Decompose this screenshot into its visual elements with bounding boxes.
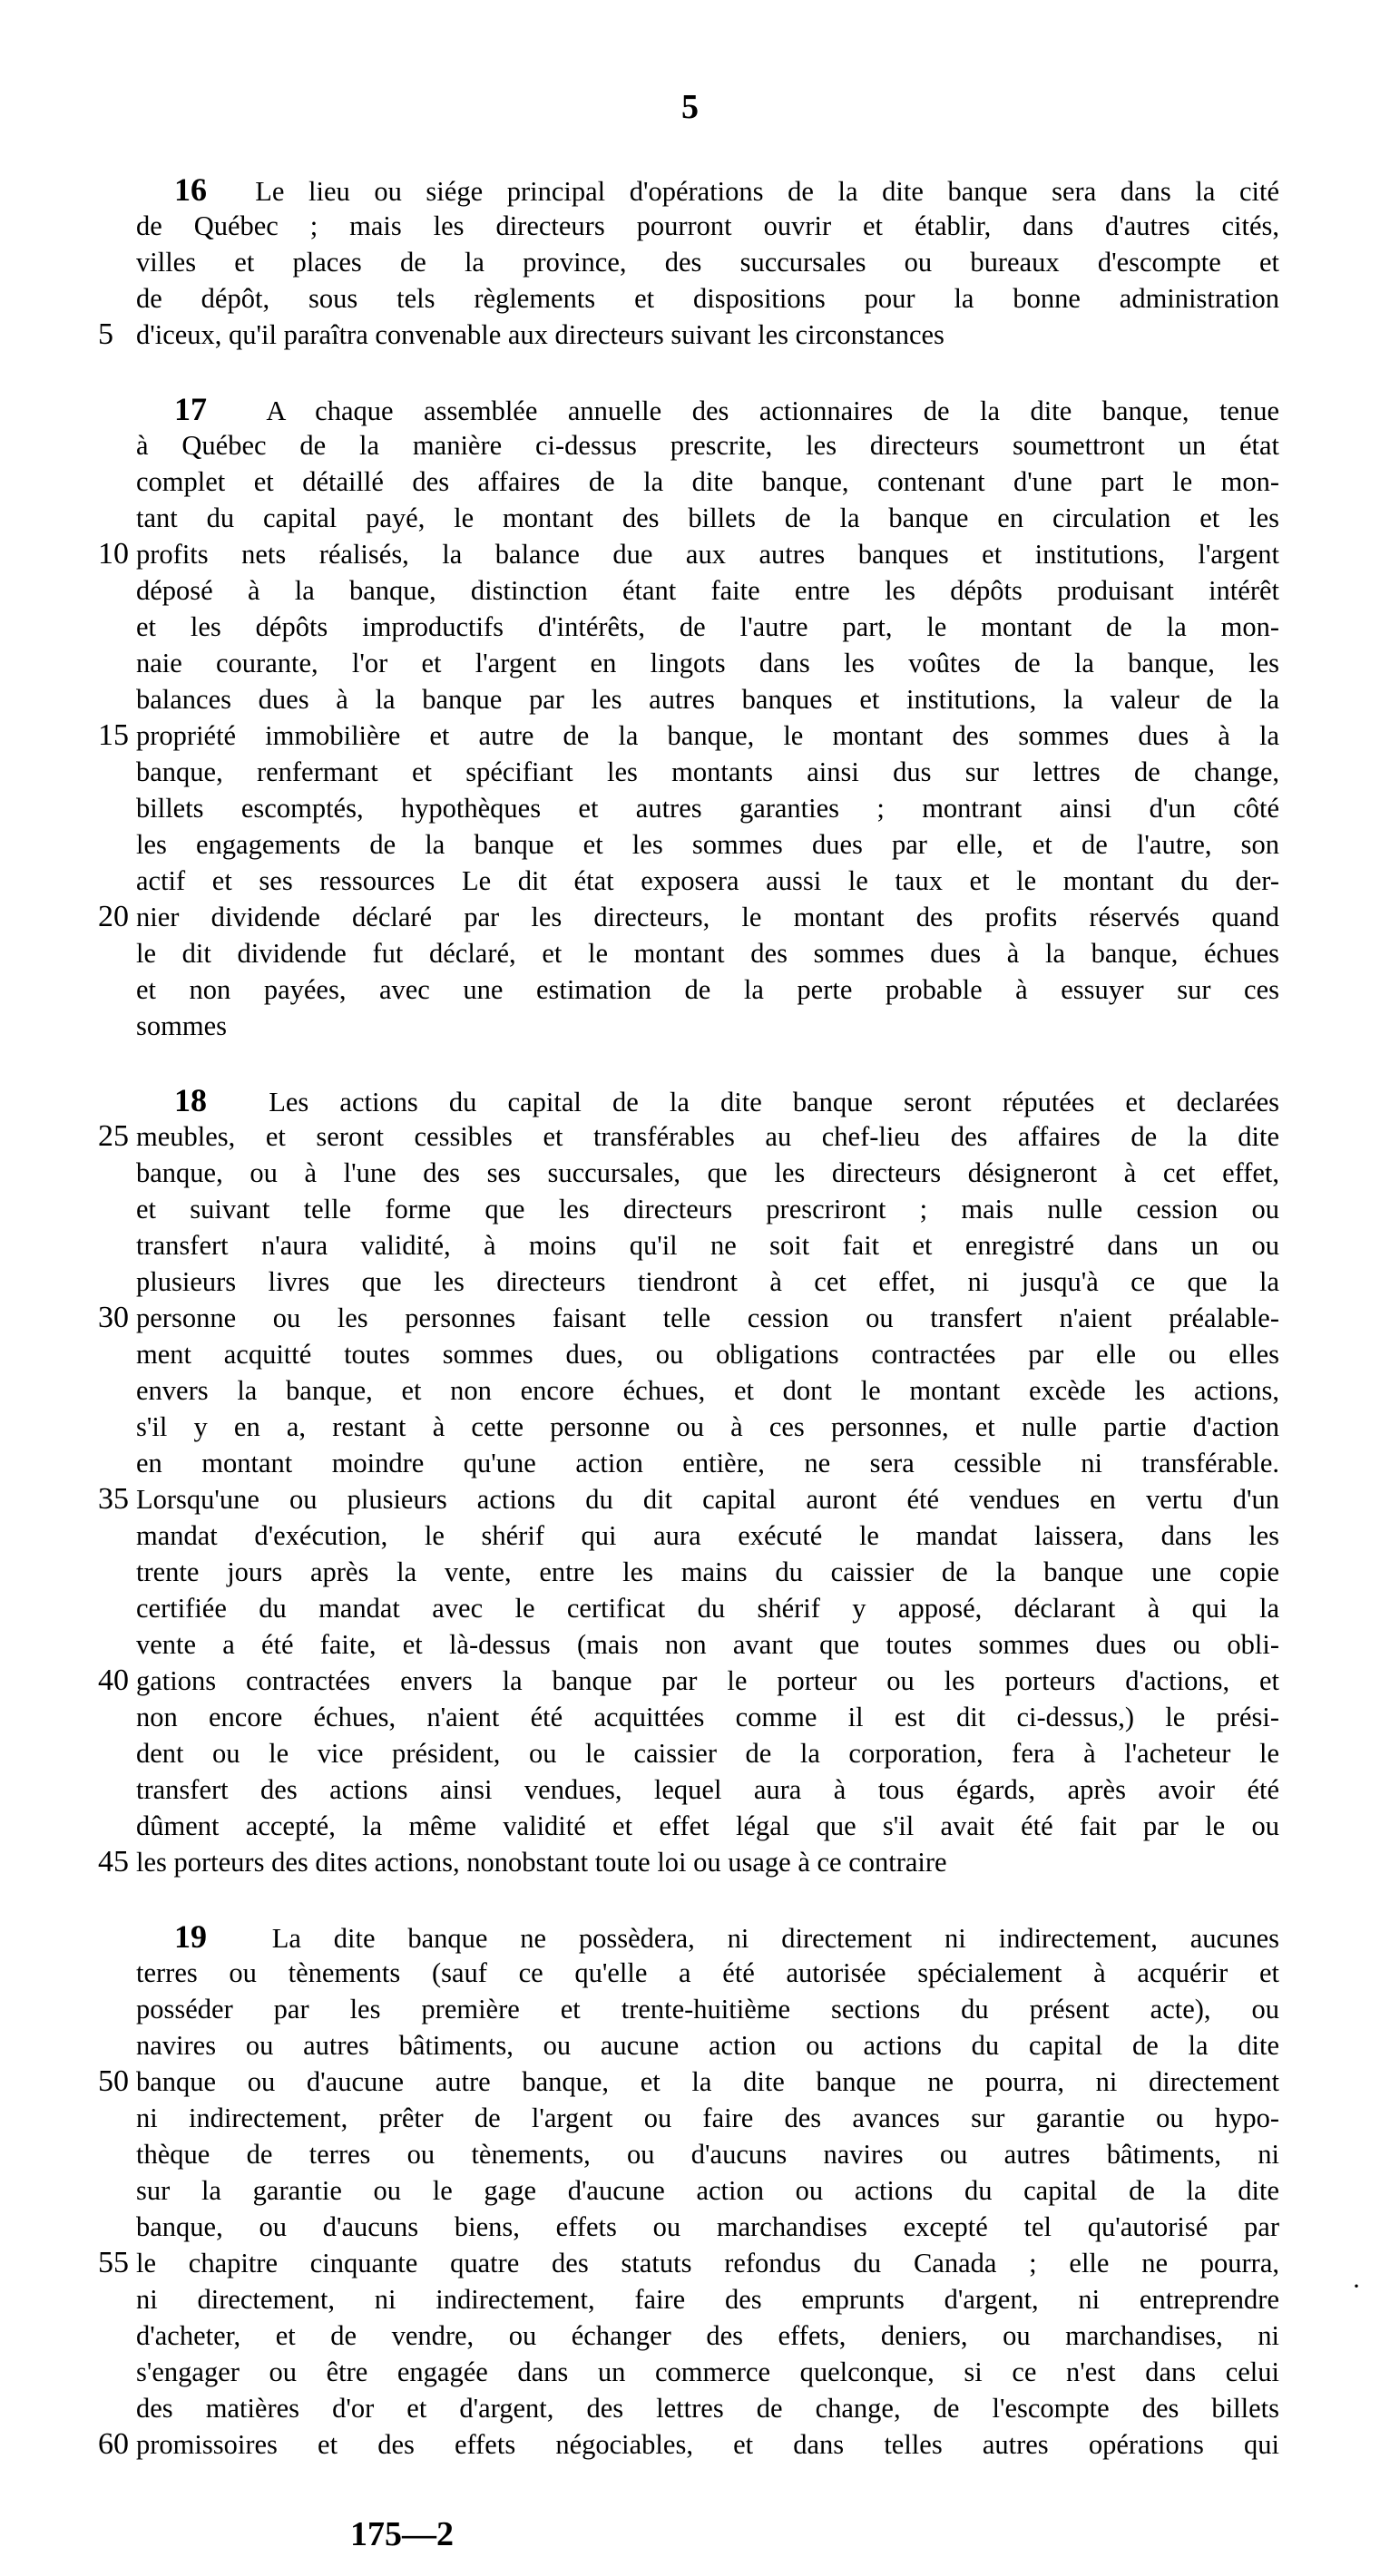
text-line: navires ou autres bâtiments, ou aucune action ou actions du capital de la dite bbox=[136, 2030, 1279, 2061]
text-line: en montant moindre qu'une action entière, ne sera cessible ni transférable. bbox=[136, 1448, 1279, 1478]
page-number: 5 bbox=[681, 88, 699, 126]
text-line: envers la banque, et non encore échues, et dont le montant excède les actions, bbox=[136, 1375, 1279, 1406]
line-number: 20 bbox=[98, 900, 129, 933]
text-line: plusieurs livres que les directeurs tiendront à cet effet, ni jusqu'à ce que la bbox=[136, 1266, 1279, 1297]
text-line: d'acheter, et de vendre, ou échanger des effets, deniers, ou marchandises, ni bbox=[136, 2320, 1279, 2351]
text-line: le dit dividende fut déclaré, et le montant des sommes dues à la banque, échues bbox=[136, 938, 1279, 969]
text-line: non encore échues, n'aient été acquittées comme il est dit ci-dessus,) le prési- bbox=[136, 1702, 1279, 1732]
line-number: 30 bbox=[98, 1301, 129, 1334]
text-line: banque ou d'aucune autre banque, et la dite banque ne pourra, ni directement bbox=[136, 2066, 1279, 2097]
text-line: propriété immobilière et autre de la banque, le montant des sommes dues à la bbox=[136, 720, 1279, 751]
line-number: 5 bbox=[98, 317, 113, 351]
text-line: personne ou les personnes faisant telle cession ou transfert n'aient préalable- bbox=[136, 1303, 1279, 1333]
text-line: 16 Le lieu ou siége principal d'opérations de la dite banque sera dans la cité bbox=[174, 171, 1280, 208]
text-line: s'engager ou être engagée dans un commerce quelconque, si ce n'est dans celui bbox=[136, 2356, 1279, 2387]
text-line: déposé à la banque, distinction étant faite entre les dépôts produisant intérêt bbox=[136, 575, 1279, 606]
text-line: vente a été faite, et là-dessus (mais non avant que toutes sommes dues ou obli- bbox=[136, 1629, 1279, 1660]
text-line: actif et ses ressources Le dit état exposera aussi le taux et le montant du der- bbox=[136, 865, 1279, 896]
text-line: sur la garantie ou le gage d'aucune action ou actions du capital de la dite bbox=[136, 2175, 1279, 2206]
section-number: 19 bbox=[174, 1918, 207, 1955]
text-line: ni directement, ni indirectement, faire des emprunts d'argent, ni entreprendre bbox=[136, 2284, 1279, 2315]
section-number: 18 bbox=[174, 1082, 207, 1118]
text-line: banque, ou à l'une des ses succursales, que les directeurs désigneront à cet effet, bbox=[136, 1157, 1279, 1188]
text-line: le chapitre cinquante quatre des statuts refondus du Canada ; elle ne pourra, bbox=[136, 2248, 1279, 2278]
margin-mark: · bbox=[1352, 2271, 1361, 2301]
text-line: profits nets réalisés, la balance due aux autres banques et institutions, l'argent bbox=[136, 539, 1279, 570]
line-number: 40 bbox=[98, 1664, 129, 1697]
text-line: 18 Les actions du capital de la dite banque seront réputées et declarées bbox=[174, 1082, 1280, 1118]
text-line: naie courante, l'or et l'argent en lingots dans les voûtes de la banque, les bbox=[136, 648, 1279, 678]
text-line: de Québec ; mais les directeurs pourront ouvrir et établir, dans d'autres cités, bbox=[136, 210, 1279, 241]
text-line: terres ou tènements (sauf ce qu'elle a été autorisée spécialement à acquérir et bbox=[136, 1957, 1279, 1988]
text-line: trente jours après la vente, entre les mains du caissier de la banque une copie bbox=[136, 1556, 1279, 1587]
text-line: mandat d'exécution, le shérif qui aura exécuté le mandat laissera, dans les bbox=[136, 1520, 1279, 1551]
text-line: meubles, et seront cessibles et transférables au chef-lieu des affaires de la dite bbox=[136, 1121, 1279, 1152]
line-number: 50 bbox=[98, 2064, 129, 2098]
text-line: gations contractées envers la banque par le porteur ou les porteurs d'actions, et bbox=[136, 1665, 1279, 1696]
text-line: certifiée du mandat avec le certificat du shérif y apposé, déclarant à qui la bbox=[136, 1593, 1279, 1624]
line-number: 35 bbox=[98, 1482, 129, 1516]
text-line: et non payées, avec une estimation de la perte probable à essuyer sur ces bbox=[136, 974, 1279, 1005]
text-line: dûment accepté, la même validité et effet légal que s'il avait été fait par le ou bbox=[136, 1810, 1279, 1841]
text-line: tant du capital payé, le montant des billets de la banque en circulation et les bbox=[136, 503, 1279, 533]
text-line: thèque de terres ou tènements, ou d'aucuns navires ou autres bâtiments, ni bbox=[136, 2139, 1279, 2170]
text-line: transfert des actions ainsi vendues, lequel aura à tous égards, après avoir été bbox=[136, 1774, 1279, 1805]
text-line: et suivant telle forme que les directeurs prescriront ; mais nulle cession ou bbox=[136, 1194, 1279, 1225]
text-line: s'il y en a, restant à cette personne ou à ces personnes, et nulle partie d'action bbox=[136, 1411, 1279, 1442]
line-number: 55 bbox=[98, 2246, 129, 2279]
line-number: 60 bbox=[98, 2427, 129, 2461]
text-line: transfert n'aura validité, à moins qu'il ne soit fait et enregistré dans un ou bbox=[136, 1230, 1279, 1261]
text-line: de dépôt, sous tels règlements et dispositions pour la bonne administration bbox=[136, 283, 1279, 314]
text-line: ment acquitté toutes sommes dues, ou obligations contractées par elle ou elles bbox=[136, 1339, 1279, 1370]
text-line: 19 La dite banque ne possèdera, ni directement ni indirectement, aucunes bbox=[174, 1918, 1279, 1955]
text-line: d'iceux, qu'il paraîtra convenable aux directeurs suivant les circonstances bbox=[136, 319, 944, 350]
text-line: sommes bbox=[136, 1010, 227, 1041]
text-line: les engagements de la banque et les sommes dues par elle, et de l'autre, son bbox=[136, 829, 1279, 860]
footer-signature-mark: 175—2 bbox=[350, 2515, 454, 2553]
text-line: banque, renfermant et spécifiant les montants ainsi dus sur lettres de change, bbox=[136, 756, 1279, 787]
text-line: les porteurs des dites actions, nonobstant toute loi ou usage à ce contraire bbox=[136, 1847, 947, 1878]
text-line: à Québec de la manière ci-dessus prescrite, les directeurs soumettront un état bbox=[136, 430, 1279, 461]
line-number: 10 bbox=[98, 537, 129, 571]
text-line: ni indirectement, prêter de l'argent ou faire des avances sur garantie ou hypo- bbox=[136, 2103, 1279, 2133]
text-line: nier dividende déclaré par les directeurs, le montant des profits réservés quand bbox=[136, 902, 1279, 932]
text-line: Lorsqu'une ou plusieurs actions du dit capital auront été vendues en vertu d'un bbox=[136, 1484, 1279, 1515]
line-number: 15 bbox=[98, 718, 129, 752]
text-line: 17 A chaque assemblée annuelle des actionnaires de la dite banque, tenue bbox=[174, 391, 1279, 427]
section-number: 17 bbox=[174, 391, 207, 427]
text-line: billets escomptés, hypothèques et autres garanties ; montrant ainsi d'un côté bbox=[136, 793, 1279, 824]
text-line: des matières d'or et d'argent, des lettres de change, de l'escompte des billets bbox=[136, 2393, 1279, 2424]
text-line: dent ou le vice président, ou le caissier de la corporation, fera à l'acheteur le bbox=[136, 1738, 1279, 1769]
text-line: balances dues à la banque par les autres banques et institutions, la valeur de la bbox=[136, 684, 1279, 715]
text-line: villes et places de la province, des succursales ou bureaux d'escompte et bbox=[136, 247, 1279, 278]
line-number: 45 bbox=[98, 1845, 129, 1878]
text-line: promissoires et des effets négociables, et dans telles autres opérations qui bbox=[136, 2429, 1279, 2460]
text-line: posséder par les première et trente-huitième sections du présent acte), ou bbox=[136, 1994, 1279, 2025]
line-number: 25 bbox=[98, 1119, 129, 1153]
text-line: complet et détaillé des affaires de la dite banque, contenant d'une part le mon- bbox=[136, 466, 1279, 497]
text-line: banque, ou d'aucuns biens, effets ou marchandises excepté tel qu'autorisé par bbox=[136, 2211, 1279, 2242]
text-line: et les dépôts improductifs d'intérêts, de l'autre part, le montant de la mon- bbox=[136, 611, 1279, 642]
section-number: 16 bbox=[174, 171, 207, 208]
